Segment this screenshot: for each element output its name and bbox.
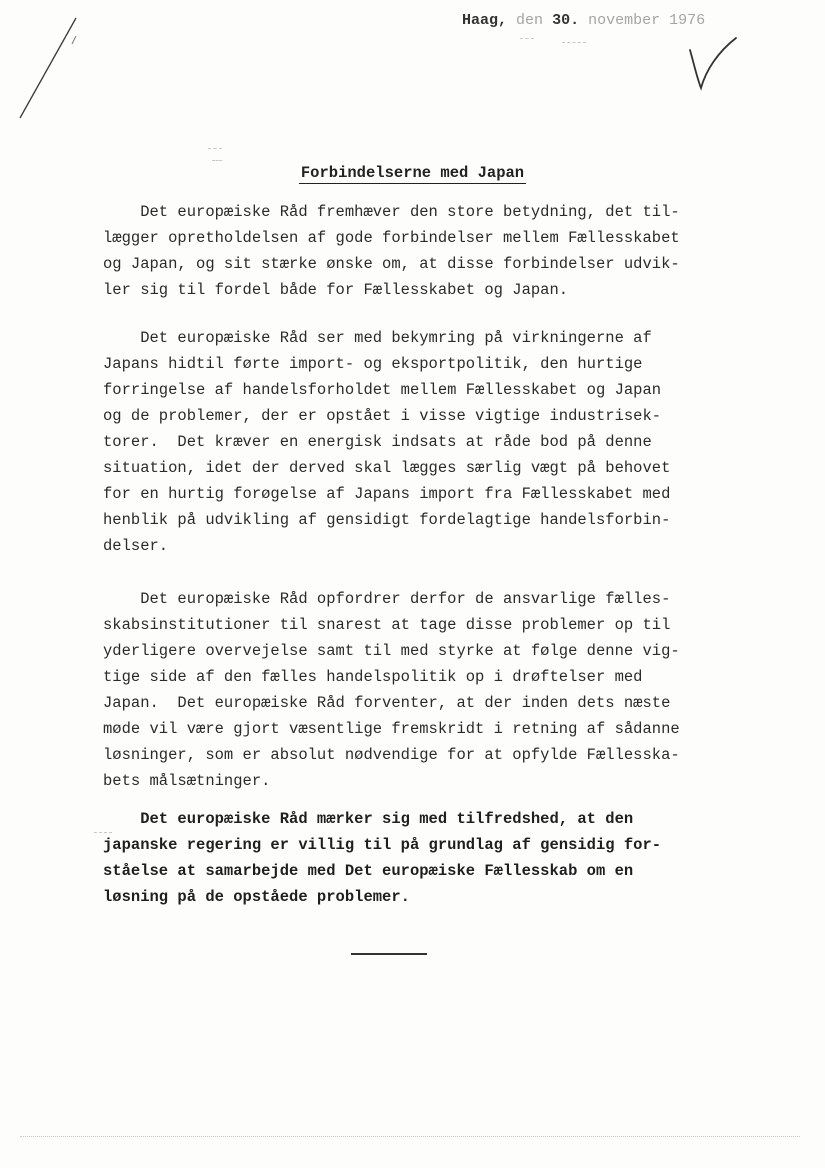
text-line: situation, idet der derved skal lægges særlig vægt på behovet (103, 459, 671, 477)
scan-edge-noise (20, 1136, 800, 1143)
text-line: Det europæiske Råd fremhæver den store betydning, det til- (103, 203, 680, 221)
text-line: bets målsætninger. (103, 772, 271, 790)
text-line: torer. Det kræver en energisk indsats at råde bod på denne (103, 433, 652, 451)
date-day: 30. (552, 12, 580, 29)
text-line: henblik på udvikling af gensidigt fordelagtige handelsforbin- (103, 511, 671, 529)
text-line: Japan. Det europæiske Råd forventer, at der inden dets næste (103, 694, 671, 712)
text-line: og de problemer, der er opstået i visse vigtige industrisek- (103, 407, 662, 425)
text-line: løsninger, som er absolut nødvendige for at opfylde Fællesska- (103, 746, 680, 764)
text-line: for en hurtig forøgelse af Japans import fra Fællesskabet med (103, 485, 671, 503)
text-line: ler sig til fordel både for Fællesskabet og Japan. (103, 281, 569, 299)
text-line: møde vil være gjort væsentlige fremskridt i retning af sådanne (103, 720, 680, 738)
scan-mark (562, 42, 586, 43)
text-line: forringelse af handelsforholdet mellem Fællesskabet og Japan (103, 381, 662, 399)
text-line: tige side af den fælles handelspolitik op i drøftelser med (103, 668, 643, 686)
checkmark-icon (684, 34, 744, 94)
text-line: japanske regering er villig til på grundlag af gensidig for- (103, 836, 662, 854)
title-text: Forbindelserne med Japan (300, 164, 525, 182)
pen-stroke-mark (14, 14, 84, 124)
text-line: Det europæiske Råd opfordrer derfor de ansvarlige fælles- (103, 590, 671, 608)
text-line: delser. (103, 537, 169, 555)
place-name: Haag, (462, 12, 508, 29)
text-line: Det europæiske Råd ser med bekymring på virkningerne af (103, 329, 652, 347)
text-line: og Japan, og sit stærke ønske om, at disse forbindelser udvik- (103, 255, 680, 273)
scan-mark (520, 38, 534, 39)
date-prefix: den (516, 12, 544, 29)
date-line (462, 12, 705, 29)
closing-rule (351, 953, 427, 955)
text-line: Japans hidtil førte import- og eksportpolitik, den hurtige (103, 355, 643, 373)
text-line: skabsinstitutioner til snarest at tage disse problemer op til (103, 616, 671, 634)
scan-mark (212, 160, 222, 161)
text-line: løsning på de opståede problemer. (103, 888, 410, 906)
scan-mark (208, 148, 222, 149)
paragraph-2 (103, 325, 743, 559)
text-line: Det europæiske Råd mærker sig med tilfredshed, at den (103, 810, 634, 828)
text-line: lægger opretholdelsen af gode forbindelser mellem Fællesskabet (103, 229, 680, 247)
scan-mark (94, 832, 112, 833)
document-title (0, 164, 825, 182)
paragraph-3 (103, 586, 743, 794)
paragraph-1 (103, 199, 743, 303)
date-month-year: november 1976 (588, 12, 706, 29)
paragraph-4 (103, 806, 743, 910)
text-line: ståelse at samarbejde med Det europæiske Fællesskab om en (103, 862, 634, 880)
text-line: yderligere overvejelse samt til med styrke at følge denne vig- (103, 642, 680, 660)
